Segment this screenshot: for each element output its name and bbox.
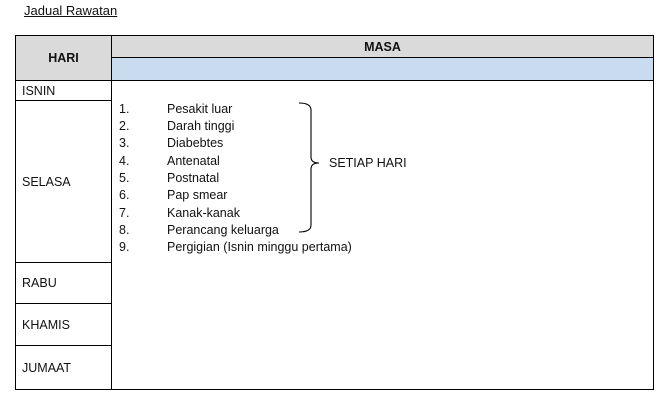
day-khamis: KHAMIS — [16, 304, 111, 346]
header-time: MASA — [112, 36, 653, 58]
schedule-table: HARI MASA ISNIN SELASA RABU KHAMIS JUMAAT 1. Pesakit luar 2. Darah tinggi 3. Diabebtes 4. Antenatal 5. Postnatal 6. Pap smear 7. Kanak-kanak 8. Perancang keluarga 9. Pergigian (Isnin minggu pertama) SETIAP HARI — [15, 35, 654, 390]
day-jumaat: JUMAAT — [22, 361, 72, 375]
document-title: Jadual Rawatan — [24, 3, 118, 18]
column-divider — [111, 81, 112, 389]
brace-label: SETIAP HARI — [329, 156, 407, 170]
header-time-band — [112, 58, 653, 81]
curly-brace-icon — [299, 101, 329, 236]
header-day: HARI — [16, 36, 112, 81]
day-rabu: RABU — [16, 263, 111, 304]
day-selasa: SELASA — [16, 101, 111, 263]
day-isnin: ISNIN — [16, 81, 111, 101]
